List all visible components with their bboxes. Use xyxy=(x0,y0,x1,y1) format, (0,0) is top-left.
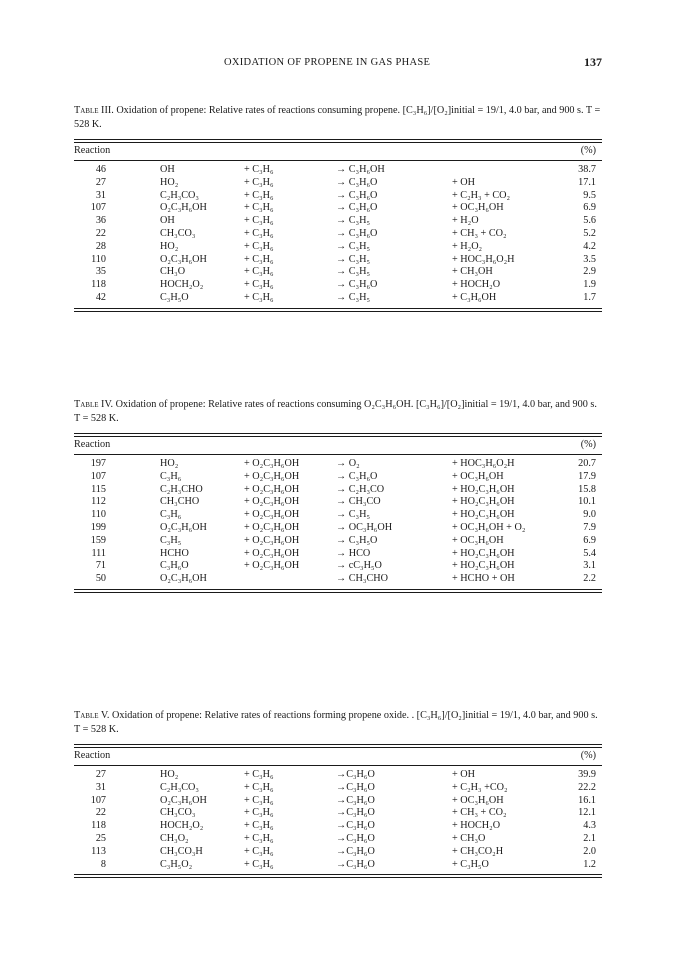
table-header-row xyxy=(74,143,602,160)
reaction-number: 22 xyxy=(95,807,106,819)
product-1: → HCO xyxy=(336,547,371,559)
reactant-1: C₃H₆O xyxy=(160,560,189,572)
reactant-2: + C₃H₆ xyxy=(244,227,274,239)
table-row xyxy=(74,190,602,203)
reactant-1: C₃H₅ xyxy=(160,534,182,546)
reaction-number: 107 xyxy=(90,794,106,806)
reactant-2: + C₃H₆ xyxy=(244,253,274,265)
product-1: → C₃H₆O xyxy=(336,227,378,239)
reaction-number: 31 xyxy=(95,189,106,201)
product-2: + HO₂C₃H₆OH xyxy=(452,509,515,521)
product-1: → C₃H₆O xyxy=(336,470,378,482)
reactant-2: + O₂C₃H₆OH xyxy=(244,547,300,559)
product-1: → C₂H₃CO xyxy=(336,483,385,495)
product-1: →C₃H₆O xyxy=(336,845,375,857)
rate-percent: 6.9 xyxy=(583,534,596,546)
reaction-number: 118 xyxy=(91,820,106,832)
table-iv xyxy=(74,398,602,593)
table-bottom-rule xyxy=(74,589,602,593)
reactant-2: + O₂C₃H₆OH xyxy=(244,483,300,495)
product-1: → C₃H₆O xyxy=(336,189,378,201)
reactant-2: + O₂C₃H₆OH xyxy=(244,458,300,469)
reaction-number: 107 xyxy=(90,470,106,482)
table-label: Table IV. xyxy=(74,399,114,410)
table-row xyxy=(74,177,602,190)
reactant-1: HO₂ xyxy=(160,176,179,188)
reactant-1: O₂C₃H₆OH xyxy=(160,253,207,265)
rate-percent: 2.1 xyxy=(583,832,596,844)
reactant-2: + C₃H₆ xyxy=(244,266,274,278)
table-v xyxy=(74,709,602,878)
table-caption xyxy=(74,104,602,132)
rate-percent: 3.5 xyxy=(583,253,596,265)
reaction-number: 50 xyxy=(95,573,106,585)
table-row xyxy=(74,535,602,548)
rate-percent: 4.3 xyxy=(583,820,596,832)
product-2: + C₃H₆OH xyxy=(452,291,497,303)
reaction-number: 107 xyxy=(90,202,106,214)
table-caption xyxy=(74,709,602,737)
running-title: OXIDATION OF PROPENE IN GAS PHASE xyxy=(224,57,431,68)
reaction-number: 36 xyxy=(95,215,106,227)
product-1: → C₃H₅ xyxy=(336,266,370,278)
table-caption-text: Oxidation of propene: Relative rates of reactions forming propene oxide. . [C₃H₆]/[O₂]initial = 19/1, 4.0 bar, and 900 s. T = 528 K. xyxy=(74,710,598,735)
rate-percent: 15.8 xyxy=(578,483,596,495)
reactant-1: OH xyxy=(160,215,175,227)
rate-percent: 39.9 xyxy=(578,769,596,780)
page-number: 137 xyxy=(584,55,602,69)
rate-percent: 5.4 xyxy=(583,547,596,559)
reaction-number: 111 xyxy=(91,547,106,559)
rate-percent: 20.7 xyxy=(578,458,596,469)
reactant-1: CH₃CO₃ xyxy=(160,227,196,239)
product-1: → C₃H₆O xyxy=(336,176,378,188)
reactant-2: + O₂C₃H₆OH xyxy=(244,509,300,521)
product-2: + OC₃H₆OH xyxy=(452,534,504,546)
reactant-2: + O₂C₃H₆OH xyxy=(244,534,300,546)
product-2: + HO₂C₃H₆OH xyxy=(452,560,515,572)
column-header-percent: (%) xyxy=(580,145,596,156)
product-2: + C₂H₃ +CO₂ xyxy=(452,781,508,793)
product-2: + CH₃ + CO₂ xyxy=(452,227,507,239)
reactant-1: O₂C₃H₆OH xyxy=(160,521,207,533)
reactant-1: C₃H₅O xyxy=(160,291,189,303)
reactant-2: + O₂C₃H₆OH xyxy=(244,470,300,482)
table-body xyxy=(74,455,602,589)
reactant-2: + C₃H₆ xyxy=(244,279,274,291)
reaction-number: 8 xyxy=(100,858,106,870)
product-1: →C₃H₆O xyxy=(336,832,375,844)
reactant-2: + C₃H₆ xyxy=(244,189,274,201)
rate-percent: 1.2 xyxy=(583,858,596,870)
reactant-1: C₃H₅O₂ xyxy=(160,858,193,870)
product-1: →C₃H₆O xyxy=(336,769,375,780)
reactant-1: HO₂ xyxy=(160,458,179,469)
reactant-1: OH xyxy=(160,164,175,175)
reaction-number: 71 xyxy=(95,560,106,572)
rate-percent: 1.9 xyxy=(583,279,596,291)
rate-percent: 1.7 xyxy=(583,291,596,303)
table-caption-text: Oxidation of propene: Relative rates of reactions consuming O₂C₃H₆OH. [C₃H₆]/[O₂]initial = 19/1, 4.0 bar, and 900 s. T = 528 K. xyxy=(74,399,597,424)
reactant-2: + C₃H₆ xyxy=(244,807,274,819)
table-row xyxy=(74,820,602,833)
column-header-percent: (%) xyxy=(580,750,596,761)
reactant-1: HOCH₂O₂ xyxy=(160,820,204,832)
rate-percent: 38.7 xyxy=(578,164,596,175)
product-1: → C₃H₅ xyxy=(336,215,370,227)
reaction-number: 31 xyxy=(95,781,106,793)
product-1: → C₃H₅ xyxy=(336,291,370,303)
reactant-2: + C₃H₆ xyxy=(244,832,274,844)
reactant-1: O₂C₃H₆OH xyxy=(160,202,207,214)
reactant-1: C₃H₆ xyxy=(160,470,182,482)
rate-percent: 2.9 xyxy=(583,266,596,278)
product-1: → C₃H₆O xyxy=(336,202,378,214)
reactant-1: HOCH₂O₂ xyxy=(160,279,204,291)
reactant-1: O₂C₃H₆OH xyxy=(160,573,207,585)
table-iii xyxy=(74,104,602,312)
product-1: → CH₃CO xyxy=(336,496,381,508)
product-2: + C₃H₅O xyxy=(452,858,489,870)
reaction-number: 112 xyxy=(91,496,106,508)
reaction-number: 25 xyxy=(95,832,106,844)
reaction-number: 27 xyxy=(95,769,106,780)
product-1: →C₃H₆O xyxy=(336,807,375,819)
reactant-2: + C₃H₆ xyxy=(244,176,274,188)
table-row xyxy=(74,292,602,305)
product-2: + HOCH₂O xyxy=(452,820,501,832)
product-1: →C₃H₆O xyxy=(336,794,375,806)
rate-percent: 6.9 xyxy=(583,202,596,214)
table-row xyxy=(74,560,602,573)
rate-percent: 9.0 xyxy=(583,509,596,521)
product-1: → CH₃CHO xyxy=(336,573,388,585)
table-label: Table III. xyxy=(74,105,114,116)
reactant-1: HO₂ xyxy=(160,240,179,252)
reaction-number: 113 xyxy=(91,845,106,857)
product-1: → cC₃H₅O xyxy=(336,560,382,572)
reactant-1: CH₃CO₃ xyxy=(160,807,196,819)
product-2: + C₂H₃ + CO₂ xyxy=(452,189,511,201)
reactant-1: C₂H₃CO₃ xyxy=(160,189,199,201)
table-row xyxy=(74,782,602,795)
reaction-number: 42 xyxy=(95,291,106,303)
reactant-2: + C₃H₆ xyxy=(244,215,274,227)
product-1: → C₃H₅O xyxy=(336,534,378,546)
rate-percent: 3.1 xyxy=(583,560,596,572)
table-header-row xyxy=(74,748,602,765)
table-row xyxy=(74,215,602,228)
table-row xyxy=(74,484,602,497)
product-2: + CH₃O xyxy=(452,832,486,844)
table-bottom-rule xyxy=(74,308,602,312)
reactant-2: + C₃H₆ xyxy=(244,794,274,806)
reaction-number: 110 xyxy=(91,509,106,521)
rate-percent: 16.1 xyxy=(578,794,596,806)
product-2: + HO₂C₃H₆OH xyxy=(452,483,515,495)
rate-percent: 4.2 xyxy=(583,240,596,252)
product-1: → C₃H₆OH xyxy=(336,164,385,175)
reactant-1: HCHO xyxy=(160,547,189,559)
table-row xyxy=(74,859,602,872)
rate-percent: 22.2 xyxy=(578,781,596,793)
table-row xyxy=(74,807,602,820)
reactant-2: + C₃H₆ xyxy=(244,202,274,214)
reactant-1: CH₃CO₃H xyxy=(160,845,203,857)
rate-percent: 2.2 xyxy=(583,573,596,585)
reactant-1: CH₃CHO xyxy=(160,496,200,508)
reaction-number: 35 xyxy=(95,266,106,278)
column-header-reaction: Reaction xyxy=(74,439,111,450)
reactant-2: + C₃H₆ xyxy=(244,769,274,780)
rate-percent: 5.2 xyxy=(583,227,596,239)
product-1: → C₃H₅ xyxy=(336,253,370,265)
reactant-2: + O₂C₃H₆OH xyxy=(244,521,300,533)
product-1: →C₃H₆O xyxy=(336,820,375,832)
table-row xyxy=(74,458,602,471)
product-2: + HO₂C₃H₆OH xyxy=(452,547,515,559)
reaction-number: 197 xyxy=(90,458,106,469)
rate-percent: 9.5 xyxy=(583,189,596,201)
reaction-number: 28 xyxy=(95,240,106,252)
reaction-number: 199 xyxy=(90,521,106,533)
product-1: → O₂ xyxy=(336,458,360,469)
product-2: + H₂O xyxy=(452,215,479,227)
product-2: + H₂O₂ xyxy=(452,240,483,252)
table-row xyxy=(74,522,602,535)
reactant-2: + C₃H₆ xyxy=(244,164,274,175)
table-row xyxy=(74,509,602,522)
reactant-2: + C₃H₆ xyxy=(244,240,274,252)
product-2: + OC₃H₆OH xyxy=(452,794,504,806)
column-header-percent: (%) xyxy=(580,439,596,450)
table-row xyxy=(74,279,602,292)
reaction-number: 115 xyxy=(91,483,106,495)
table-row xyxy=(74,833,602,846)
reactant-1: CH₃O xyxy=(160,266,186,278)
product-2: + HO₂C₃H₆OH xyxy=(452,496,515,508)
column-header-reaction: Reaction xyxy=(74,145,111,156)
table-row xyxy=(74,846,602,859)
column-header-reaction: Reaction xyxy=(74,750,111,761)
reactant-1: O₂C₃H₆OH xyxy=(160,794,207,806)
product-1: →C₃H₆O xyxy=(336,781,375,793)
rate-percent: 7.9 xyxy=(583,521,596,533)
table-row xyxy=(74,496,602,509)
reaction-number: 159 xyxy=(90,534,106,546)
table-body xyxy=(74,161,602,308)
table-row xyxy=(74,573,602,586)
table-row xyxy=(74,795,602,808)
product-1: → OC₃H₆OH xyxy=(336,521,393,533)
product-2: + CH₃OH xyxy=(452,266,493,278)
rate-percent: 12.1 xyxy=(578,807,596,819)
reactant-2: + C₃H₆ xyxy=(244,845,274,857)
table-bottom-rule xyxy=(74,874,602,878)
product-2: + HCHO + OH xyxy=(452,573,515,585)
reactant-1: CH₃O₂ xyxy=(160,832,189,844)
product-2: + HOC₃H₆O₂H xyxy=(452,253,515,265)
table-row xyxy=(74,241,602,254)
reaction-number: 27 xyxy=(95,176,106,188)
table-row xyxy=(74,202,602,215)
rate-percent: 17.9 xyxy=(578,470,596,482)
table-row xyxy=(74,471,602,484)
product-2: + CH₃CO₂H xyxy=(452,845,504,857)
reactant-2: + O₂C₃H₆OH xyxy=(244,496,300,508)
product-1: → C₃H₅ xyxy=(336,509,370,521)
reactant-1: C₂H₃CO₃ xyxy=(160,781,199,793)
product-2: + HOC₃H₆O₂H xyxy=(452,458,515,469)
reactant-2: + C₃H₆ xyxy=(244,858,274,870)
rate-percent: 2.0 xyxy=(583,845,596,857)
rate-percent: 10.1 xyxy=(578,496,596,508)
table-row xyxy=(74,254,602,267)
reaction-number: 110 xyxy=(91,253,106,265)
product-2: + OC₃H₆OH xyxy=(452,202,504,214)
product-2: + OC₃H₆OH + O₂ xyxy=(452,521,526,533)
product-2: + OH xyxy=(452,176,476,188)
reactant-2: + C₃H₆ xyxy=(244,820,274,832)
reactant-2: + C₃H₆ xyxy=(244,291,274,303)
product-2: + HOCH₂O xyxy=(452,279,501,291)
table-row xyxy=(74,548,602,561)
product-1: → C₃H₆O xyxy=(336,279,378,291)
product-1: → C₃H₅ xyxy=(336,240,370,252)
reactant-1: C₃H₆ xyxy=(160,509,182,521)
table-caption xyxy=(74,398,602,426)
table-row xyxy=(74,228,602,241)
reaction-number: 118 xyxy=(91,279,106,291)
reaction-number: 22 xyxy=(95,227,106,239)
table-header-row xyxy=(74,437,602,454)
product-2: + CH₃ + CO₂ xyxy=(452,807,507,819)
table-row xyxy=(74,266,602,279)
reactant-1: HO₂ xyxy=(160,769,179,780)
rate-percent: 17.1 xyxy=(578,176,596,188)
table-caption-text: Oxidation of propene: Relative rates of reactions consuming propene. [C₃H₆]/[O₂]initial = 19/1, 4.0 bar, and 900 s. T = 528 K. xyxy=(74,105,601,130)
reactant-1: C₂H₃CHO xyxy=(160,483,203,495)
table-body xyxy=(74,766,602,874)
product-1: →C₃H₆O xyxy=(336,858,375,870)
product-2: + OC₃H₆OH xyxy=(452,470,504,482)
product-2: + OH xyxy=(452,769,476,780)
table-row xyxy=(74,164,602,177)
table-row xyxy=(74,769,602,782)
rate-percent: 5.6 xyxy=(583,215,596,227)
table-label: Table V. xyxy=(74,710,110,721)
reaction-number: 46 xyxy=(95,164,106,175)
reactant-2: + O₂C₃H₆OH xyxy=(244,560,300,572)
reactant-2: + C₃H₆ xyxy=(244,781,274,793)
